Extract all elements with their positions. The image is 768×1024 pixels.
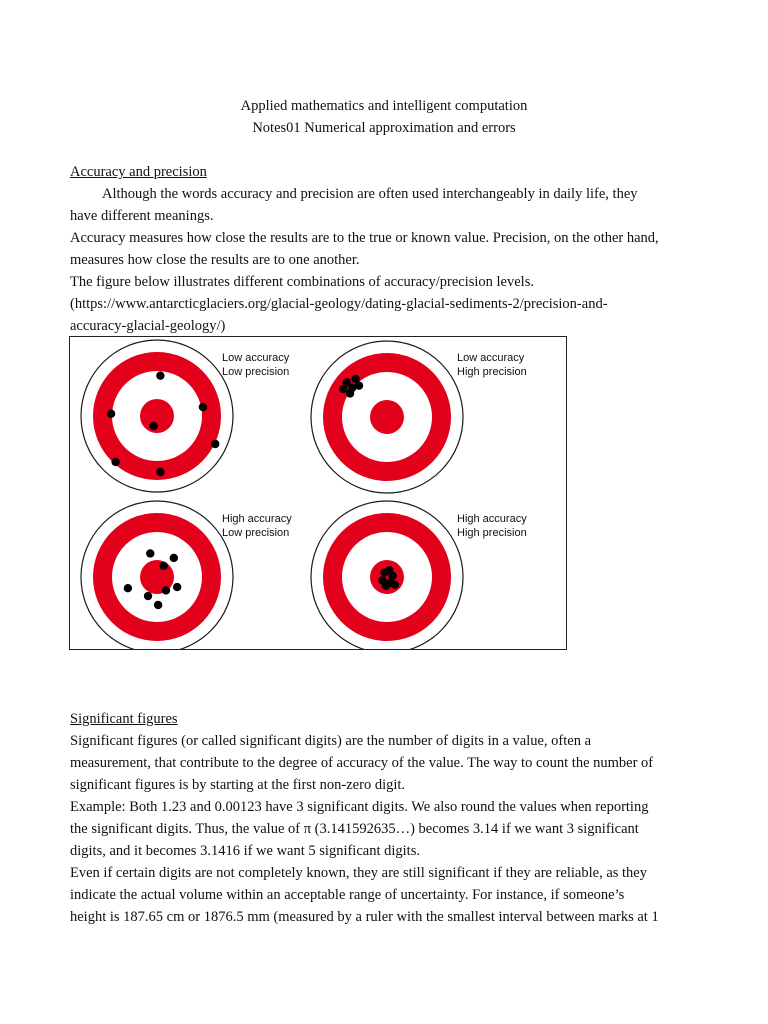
section-heading-significant-figures: Significant figures: [70, 711, 178, 727]
targets-diagram: [70, 337, 566, 649]
target-label: High precision: [457, 527, 527, 539]
hit-dot: [154, 601, 162, 609]
hit-dot: [149, 422, 157, 430]
text-line: have different meanings.: [70, 208, 214, 224]
source-link-text: (https://www.antarcticglaciers.org/glacial-geology/dating-glacial-sediments-2/precision-and-: [70, 296, 608, 312]
target-label: Low precision: [222, 527, 290, 539]
hit-dot: [211, 440, 219, 448]
target-low-accuracy-high-precision: [311, 341, 463, 493]
document-subtitle: Notes01 Numerical approximation and errors: [252, 120, 516, 136]
section-heading-accuracy: Accuracy and precision: [70, 164, 207, 180]
text-line: the significant digits. Thus, the value of π (3.141592635…) becomes 3.14 if we want 3 significant: [70, 821, 639, 837]
target-high-accuracy-high-precision: [311, 501, 463, 649]
text-line: height is 187.65 cm or 1876.5 mm (measured by a ruler with the smallest interval between marks at 1: [70, 909, 659, 925]
hit-dot: [355, 381, 363, 389]
hit-dot: [385, 566, 393, 574]
hit-dot: [173, 583, 181, 591]
hit-dot: [156, 468, 164, 476]
target-label: Low accuracy: [457, 352, 525, 364]
paragraph-significant-figures: [70, 730, 700, 928]
text-line: Example: Both 1.23 and 0.00123 have 3 significant digits. We also round the values when reporting: [70, 799, 649, 815]
hit-dot: [111, 458, 119, 466]
text-line: Even if certain digits are not completely known, they are still significant if they are reliable, as they: [70, 865, 647, 881]
target-label: High accuracy: [222, 513, 292, 525]
hit-dot: [199, 403, 207, 411]
document-title: Applied mathematics and intelligent computation: [240, 98, 528, 114]
hit-dot: [146, 549, 154, 557]
text-line: digits, and it becomes 3.1416 if we want 5 significant digits.: [70, 843, 420, 859]
hit-dot: [124, 584, 132, 592]
text-line: indicate the actual volume within an acceptable range of uncertainty. For instance, if someone’s: [70, 887, 625, 903]
source-link-text: accuracy-glacial-geology/): [70, 318, 226, 334]
hit-dot: [144, 592, 152, 600]
text-line: significant figures is by starting at the first non-zero digit.: [70, 777, 406, 793]
text-line: measures how close the results are to one another.: [70, 252, 360, 268]
hit-dot: [382, 582, 390, 590]
hit-dot: [156, 371, 164, 379]
hit-dot: [391, 581, 399, 589]
target-label: High accuracy: [457, 513, 527, 525]
target-bullseye: [370, 400, 404, 434]
target-label: High precision: [457, 366, 527, 378]
hit-dot: [170, 554, 178, 562]
target-label: Low accuracy: [222, 352, 290, 364]
text-line: Accuracy measures how close the results are to the true or known value. Precision, on the other hand,: [70, 230, 659, 246]
target-label: Low precision: [222, 366, 290, 378]
accuracy-precision-figure: [69, 336, 567, 650]
hit-dot: [160, 562, 168, 570]
paragraph-intro: [70, 183, 700, 337]
text-line: Significant figures (or called significant digits) are the number of digits in a value, often a: [70, 733, 592, 749]
hit-dot: [346, 389, 354, 397]
text-line: measurement, that contribute to the degree of accuracy of the value. The way to count the number of: [70, 755, 654, 771]
hit-dot: [162, 586, 170, 594]
text-line: Although the words accuracy and precision are often used interchangeably in daily life, they: [102, 186, 638, 202]
hit-dot: [107, 410, 115, 418]
target-high-accuracy-low-precision: [81, 501, 233, 649]
target-low-accuracy-low-precision: [81, 340, 233, 492]
text-line: The figure below illustrates different combinations of accuracy/precision levels.: [70, 274, 534, 290]
